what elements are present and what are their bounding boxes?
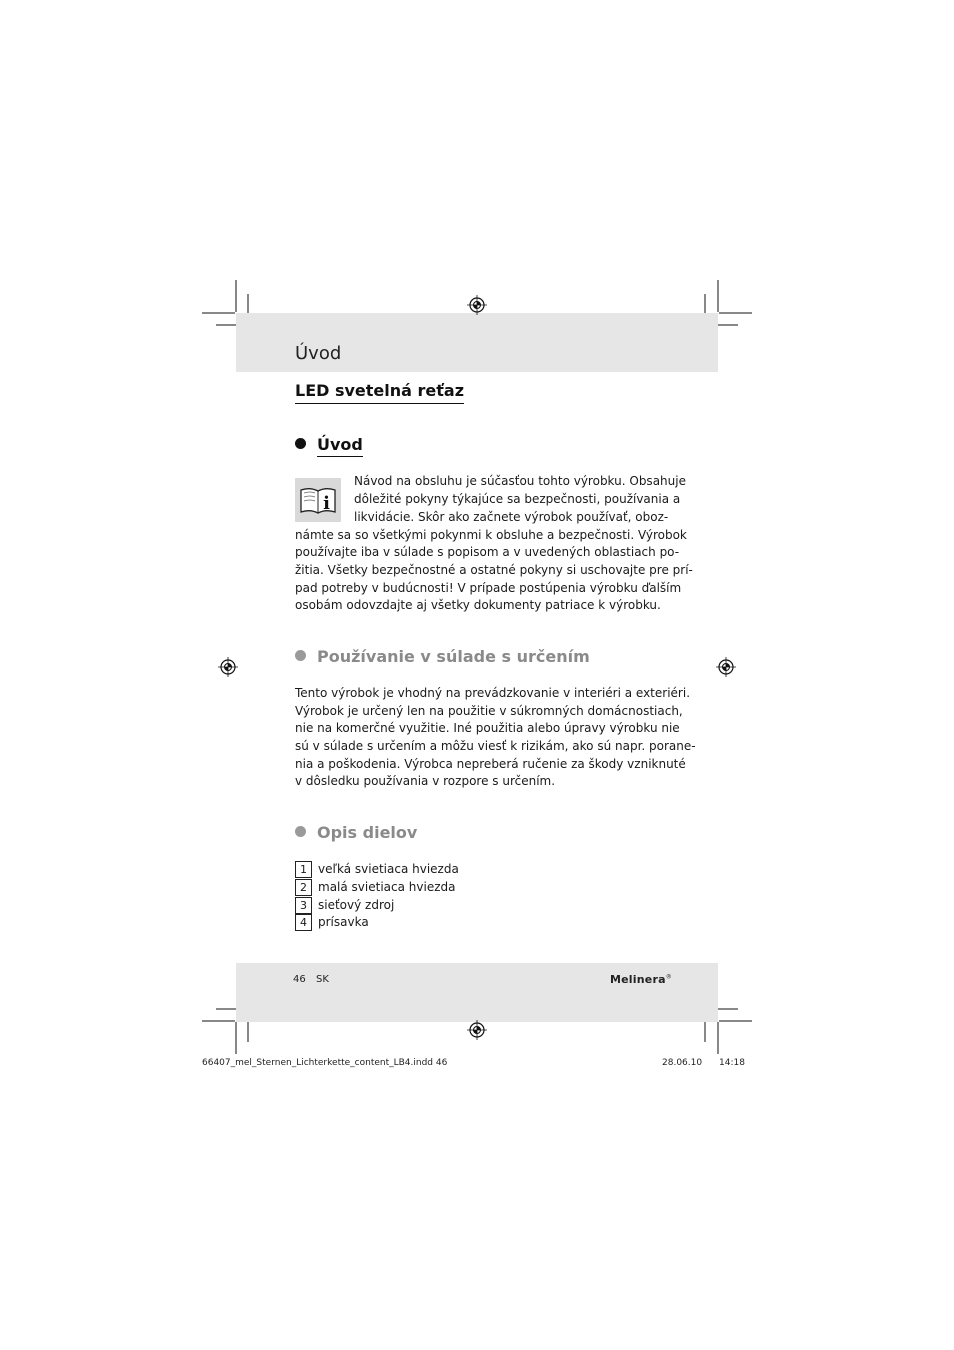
usage-line: nia a poškodenia. Výrobca nepreberá ručenie za škody vzniknuté <box>295 757 686 771</box>
slug-time: 14:18 <box>719 1058 745 1068</box>
svg-text:i: i <box>323 493 330 514</box>
list-item <box>295 879 455 896</box>
info-book-icon <box>295 478 341 522</box>
part-number: 3 <box>295 897 312 914</box>
usage-line: sú v súlade s určením a môžu viesť k rizikám, ako sú napr. porane- <box>295 739 696 753</box>
brand-logo: Melinera® <box>610 973 672 986</box>
section-heading-parts: Opis dielov <box>295 822 417 844</box>
part-label: prísavka <box>318 915 369 929</box>
footer-band <box>236 963 718 1022</box>
language-code: SK <box>316 974 329 985</box>
intro-line: osobám odovzdajte aj všetky dokumenty patriace k výrobku. <box>295 598 661 612</box>
intro-line: Návod na obsluhu je súčasťou tohto výrobku. Obsahuje <box>354 474 686 488</box>
bullet-icon <box>295 826 306 837</box>
part-number: 4 <box>295 914 312 931</box>
usage-line: Výrobok je určený len na použitie v súkromných domácnostiach, <box>295 704 683 718</box>
intro-line: námte sa so všetkými pokynmi k obsluhe a bezpečnosti. Výrobok <box>295 528 687 542</box>
section-heading-usage: Používanie v súlade s určením <box>295 646 590 668</box>
intro-line: likvidácie. Skôr ako začnete výrobok používať, oboz- <box>354 510 669 524</box>
intro-line: používajte iba v súlade s popisom a v uvedených oblastiach po- <box>295 545 680 559</box>
part-label: sieťový zdroj <box>318 898 395 912</box>
registration-mark-icon <box>467 295 487 315</box>
registration-mark-icon <box>716 657 736 677</box>
bullet-icon <box>295 650 306 661</box>
document-title: LED svetelná reťaz <box>295 381 464 404</box>
intro-line: pad potreby v budúcnosti! V prípade postúpenia výrobku ďalším <box>295 581 682 595</box>
list-item <box>295 897 394 914</box>
part-number: 2 <box>295 879 312 896</box>
usage-line: v dôsledku používania v rozpore s určením. <box>295 774 556 788</box>
bullet-icon <box>295 438 306 449</box>
registration-mark-icon <box>467 1020 487 1040</box>
usage-line: Tento výrobok je vhodný na prevádzkovanie v interiéri a exteriéri. <box>295 686 691 700</box>
header-title: Úvod <box>295 343 342 364</box>
list-item <box>295 861 459 878</box>
slug-filename: 66407_mel_Sternen_Lichterkette_content_LB4.indd 46 <box>202 1058 448 1068</box>
usage-line: nie na komerčné využitie. Iné použitia alebo úpravy výrobku nie <box>295 721 680 735</box>
part-number: 1 <box>295 861 312 878</box>
slug-date: 28.06.10 <box>662 1058 703 1068</box>
part-label: veľká svietiaca hviezda <box>318 862 459 876</box>
section-heading-intro: Úvod <box>295 434 363 456</box>
intro-line: dôležité pokyny týkajúce sa bezpečnosti, používania a <box>354 492 681 506</box>
registration-mark-icon <box>218 657 238 677</box>
list-item <box>295 914 369 931</box>
intro-line: žitia. Všetky bezpečnostné a ostatné pokyny si uschovajte pre prí- <box>295 563 693 577</box>
part-label: malá svietiaca hviezda <box>318 880 456 894</box>
page-number: 46 <box>293 974 306 985</box>
